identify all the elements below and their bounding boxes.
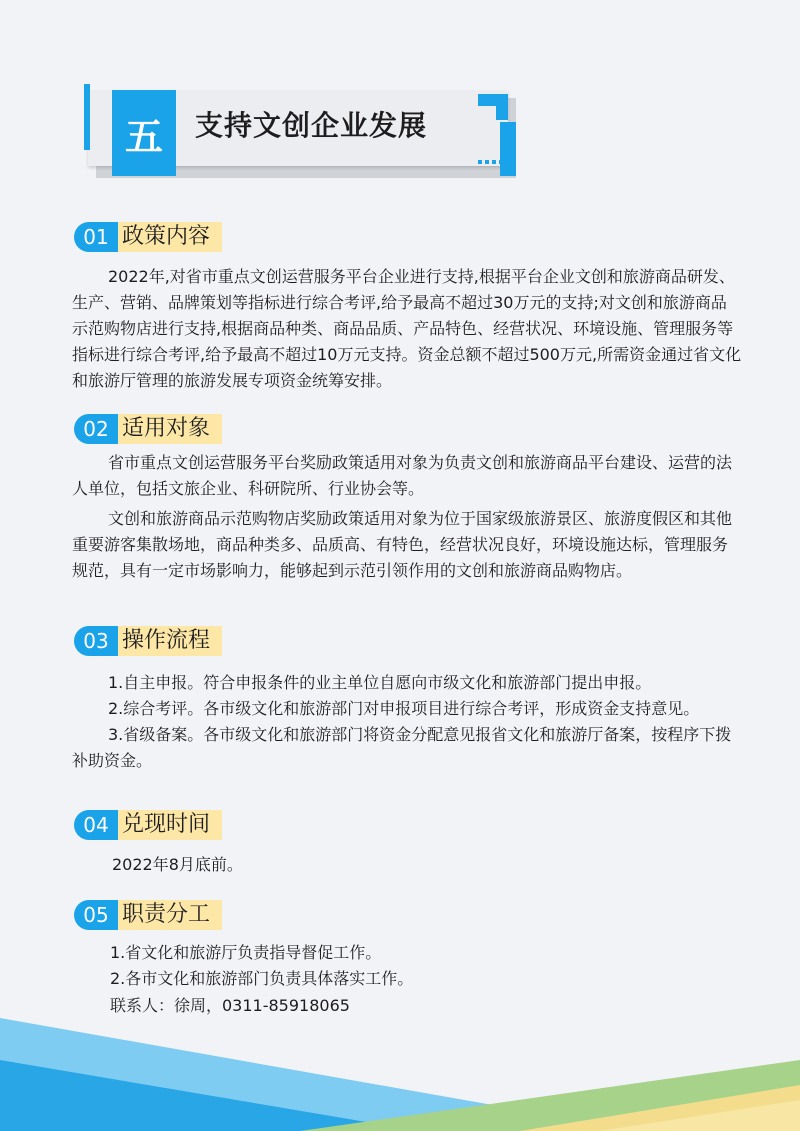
contact-line: 联系人：徐周，0311-85918065: [110, 996, 350, 1015]
section-paragraph: 省市重点文创运营服务平台奖励政策适用对象为负责文创和旅游商品平台建设、运营的法人单位，包括文旅企业、科研院所、行业协会等。: [72, 453, 733, 498]
section-title: 政策内容: [118, 222, 222, 252]
section-paragraph: 文创和旅游商品示范购物店奖励政策适用对象为位于国家级旅游景区、旅游度假区和其他重要游客集散场地，商品种类多、品质高、有特色，经营状况良好，环境设施达标，管理服务规范，具有一定市场影响力，能够起到示范引领作用的文创和旅游商品购物店。: [72, 509, 733, 580]
section-title: 兑现时间: [118, 810, 222, 840]
section-paragraph: 2022年8月底前。: [112, 855, 243, 874]
decoration-pale-yellow: [600, 1100, 800, 1131]
chapter-number: 五: [112, 90, 176, 176]
responsibility-line: 1.省文化和旅游厅负责指导督促工作。: [110, 943, 382, 962]
section-number: 02: [74, 414, 118, 444]
decoration-blue: [0, 1060, 420, 1131]
decoration-yellow: [520, 1085, 800, 1131]
decoration-light-blue: [0, 1018, 640, 1131]
banner-dots-decoration: [478, 160, 510, 164]
section-number: 05: [74, 900, 118, 930]
section-paragraph: 2022年,对省市重点文创运营服务平台企业进行支持,根据平台企业文创和旅游商品研发、生产、营销、品牌策划等指标进行综合考评,给予最高不超过30万元的支持;对文创和旅游商品示范购物店进行支持,根据商品种类、商品品质、产品特色、经营状况、环境设施、管理服务等指标进行综合考评,给予最高不超过10万元支持。资金总额不超过500万元,所需资金通过省文化和旅游厅管理的旅游发展专项资金统筹安排。: [72, 267, 742, 390]
section-paragraph: 1.自主申报。符合申报条件的业主单位自愿向市级文化和旅游部门提出申报。: [108, 673, 652, 692]
banner-corner-decoration-vertical: [496, 94, 508, 120]
banner-accent-bar: [84, 84, 90, 150]
section-number: 04: [74, 810, 118, 840]
section-paragraph: 3.省级备案。各市级文化和旅游部门将资金分配意见报省文化和旅游厅备案，按程序下拨补助资金。: [72, 725, 732, 770]
section-paragraph: 2.综合考评。各市级文化和旅游部门对申报项目进行综合考评，形成资金支持意见。: [108, 699, 700, 718]
banner-side-block: [500, 122, 516, 176]
section-number: 03: [74, 626, 118, 656]
page-title: 支持文创企业发展: [195, 109, 428, 142]
section-title: 适用对象: [118, 414, 222, 444]
section-title: 职责分工: [118, 900, 222, 930]
section-number: 01: [74, 222, 118, 252]
section-title: 操作流程: [118, 626, 222, 656]
responsibility-line: 2.各市文化和旅游部门负责具体落实工作。: [110, 969, 414, 988]
decoration-green: [300, 1060, 800, 1131]
